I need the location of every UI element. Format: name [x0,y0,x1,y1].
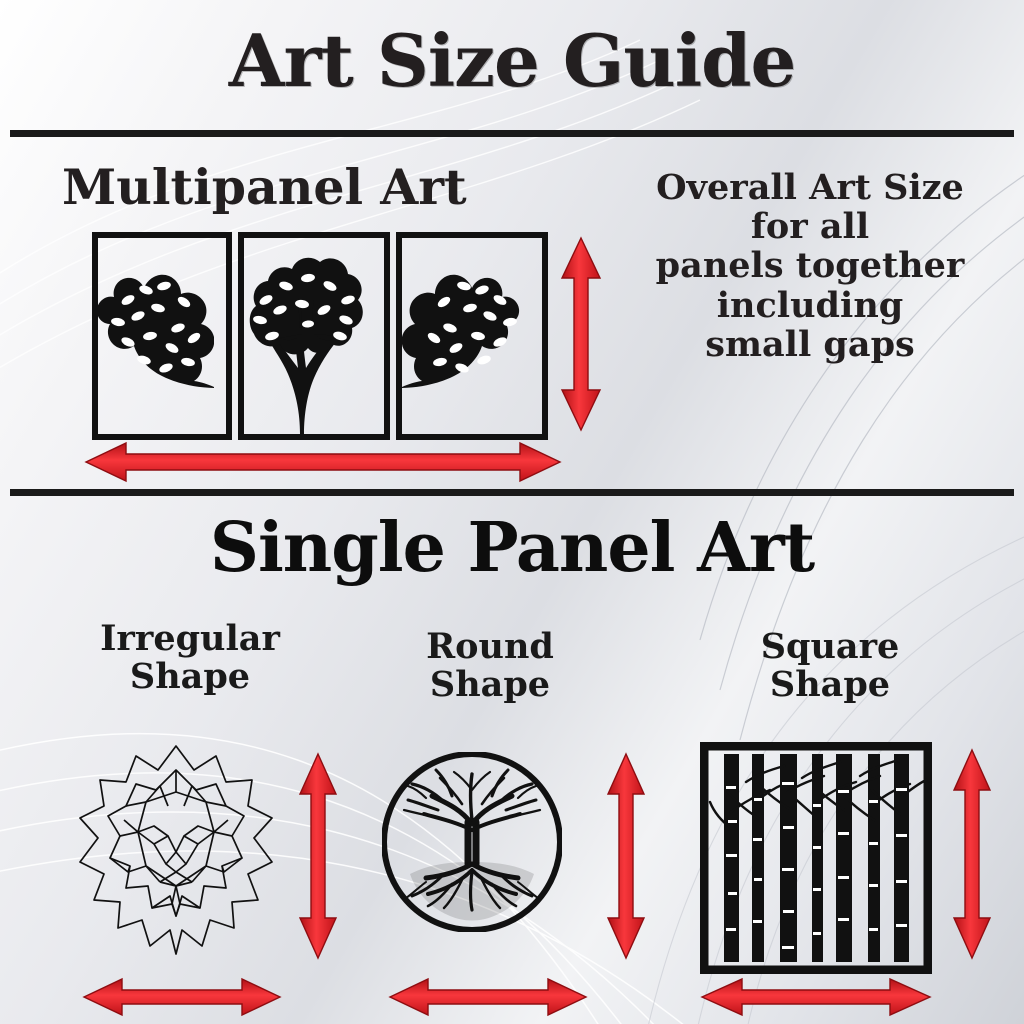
tree-of-life-circle-artwork [382,752,562,932]
square-width-arrow [700,976,932,1018]
round-shape-label-line-1: Round [426,626,554,667]
irregular-shape-label-line-1: Irregular [100,618,280,659]
round-shape-label [355,628,625,704]
square-height-arrow [950,748,994,960]
divider-rule-middle [10,489,1014,496]
multipanel-note-line-1: Overall Art Size [656,167,964,208]
geometric-lion-head-artwork [76,740,276,972]
multipanel-note-line-2: for all [750,206,870,248]
multipanel-note [610,168,1010,364]
multipanel-height-arrow [558,236,604,432]
triptych-panel-right [396,232,548,440]
tree-trunk-center-icon [244,238,372,434]
irregular-shape-label-line-2: Shape [129,655,251,697]
multipanel-section-heading: Multipanel Art [62,158,467,216]
multipanel-note-line-3: panels together [655,245,965,287]
multipanel-note-line-4: including [716,284,904,326]
square-shape-label-line-1: Square [760,626,900,667]
irregular-height-arrow [296,752,340,960]
multipanel-note-line-5: small gaps [705,323,915,365]
round-width-arrow [388,976,588,1018]
single-panel-section-heading: Single Panel Art [209,508,815,588]
irregular-shape-label [40,620,340,696]
multipanel-width-arrow [84,440,562,484]
round-height-arrow [604,752,648,960]
square-shape-label [690,628,970,704]
birch-forest-square-artwork [700,742,932,974]
round-shape-label-line-2: Shape [429,663,551,705]
tree-triptych-artwork [92,232,552,440]
square-shape-label-line-2: Shape [769,663,891,705]
page-title: Art Size Guide [228,18,796,103]
tree-foliage-right-icon [402,238,530,434]
triptych-panel-center [238,232,390,440]
tree-foliage-left-icon [98,238,214,434]
irregular-width-arrow [82,976,282,1018]
triptych-panel-left [92,232,232,440]
divider-rule-top [10,130,1014,137]
